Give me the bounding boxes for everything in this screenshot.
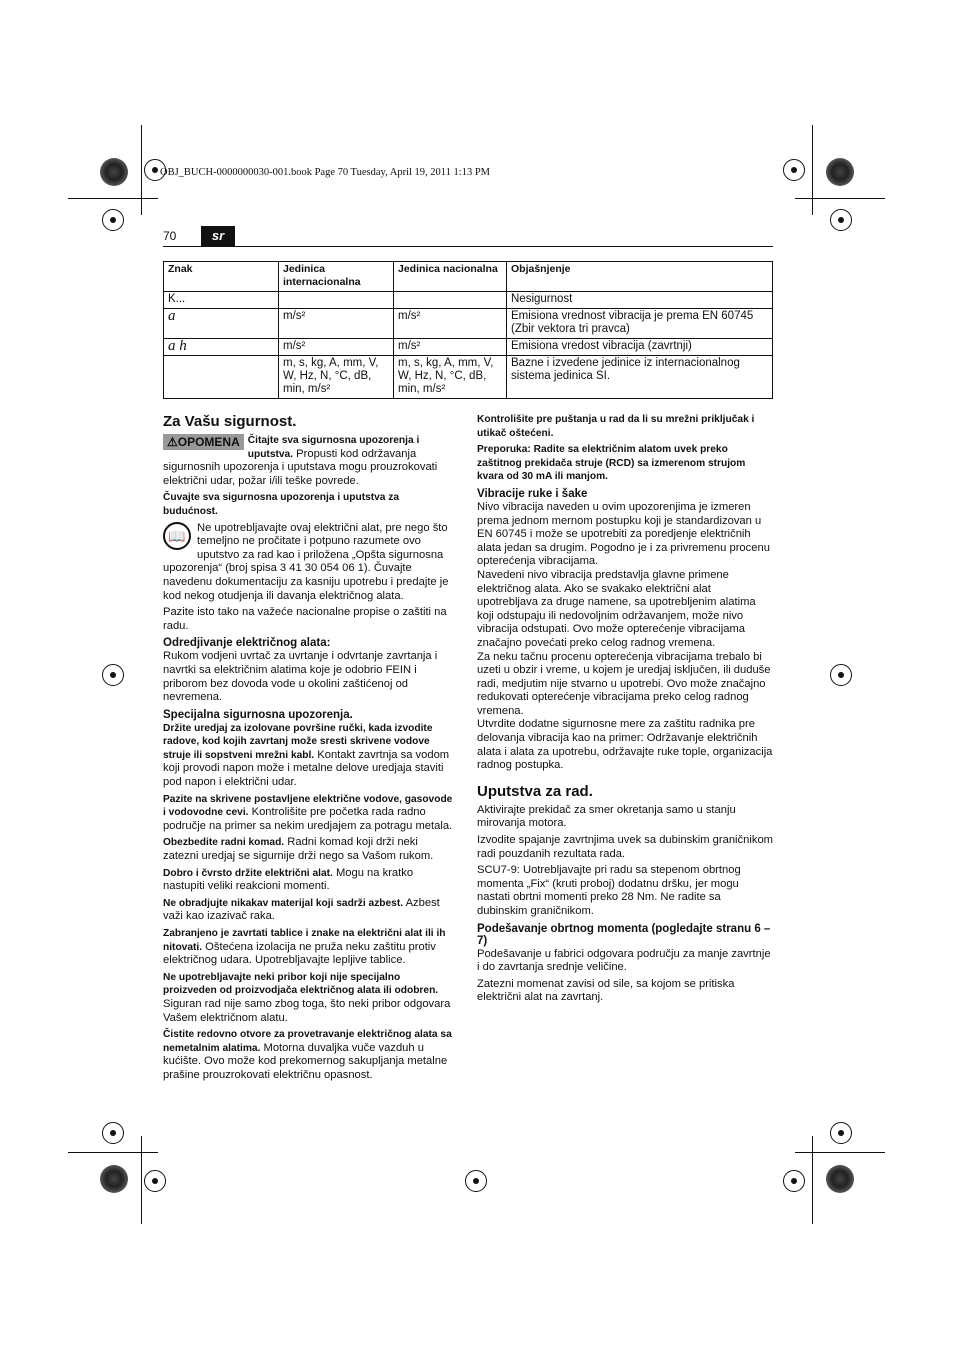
warning-label: ⚠OPOMENA <box>163 434 244 450</box>
safety-item-bold: Obezbedite radni komad. <box>163 837 285 849</box>
color-bar-icon <box>826 158 854 186</box>
color-bar-icon <box>826 1165 854 1193</box>
table-cell <box>279 292 394 309</box>
paragraph: Za neku tačnu procenu opterećenja vibracijama trebalo bi uzeti u obzir i vreme, u kojem je uredjaj isključen, ili duduše radi, medjutim nije stvarno u upotrebi. Ovo može značajno redukovati opterećenje vibracijama preko celog radnog vremena. <box>477 650 771 717</box>
table-cell: Emisiona vredost vibracija (zavrtnji) <box>507 339 773 356</box>
safety-item-bold: Zabranjeno je zavrtati tablice i znake na električni alat ili ih nitovati. <box>163 928 446 953</box>
registration-mark-icon <box>102 209 124 231</box>
table-header: Znak <box>164 262 279 292</box>
paragraph: Aktivirajte prekidač za smer okretanja samo u stanju mirovanja motora. <box>477 803 736 830</box>
table-cell: m/s² <box>279 339 394 356</box>
section-title: Za Vašu sigurnost. <box>163 413 297 430</box>
header-rule <box>163 246 773 247</box>
page-number: 70 <box>163 229 177 243</box>
table-cell: m/s² <box>279 309 394 339</box>
safety-item-text: Oštećena izolacija ne pruža neku zaštitu protiv električnog udara. Upotrebljavajte lepljive tablice. <box>163 940 436 967</box>
registration-mark-icon <box>102 1122 124 1144</box>
safety-item-text: Azbest važi kao izazivač raka. <box>163 896 440 923</box>
safety-item-bold: Čistite redovno otvore za provetravanje električnog alata sa nemetalnim alatima. <box>163 1029 452 1054</box>
safety-item <box>163 836 456 863</box>
table-cell: m, s, kg, A, mm, V, W, Hz, N, °C, dB, min, m/s² <box>279 356 394 399</box>
file-header: OBJ_BUCH-0000000030-001.book Page 70 Tuesday, April 19, 2011 1:13 PM <box>160 167 490 178</box>
safety-item-bold: Ne upotrebljavajte neki pribor koji nije specijalno proizveden od proizvodjača električnog alata ili odobren. <box>163 971 439 997</box>
table-cell: a h <box>164 339 279 356</box>
safety-item-text: Mogu na kratko nastupiti veliki reakcioni momenti. <box>163 866 414 893</box>
subheading: Podešavanje obrtnog momenta (pogledajte stranu 6 – 7) <box>477 922 771 947</box>
safety-item <box>163 927 456 968</box>
section-title: Uputstva za rad. <box>477 782 593 800</box>
color-bar-icon <box>100 1165 128 1193</box>
keep-instructions: Čuvajte sva sigurnosna upozorenja i uputstva za budućnost. <box>163 492 400 517</box>
right-column <box>477 413 773 1008</box>
paragraph: Navedeni nivo vibracija predstavlja glavne primene električnog alata. Ako se svakako električni alat upotrebljava za druge namene, sa upotrebljenim alatima koji odstupaju ili nedovoljnim održavanjem, može nivo vibracija odstupati. Ovo može opterećenje vibracijama značajno povećati preko celog radnog vremena. <box>477 568 756 649</box>
table-row <box>164 309 773 339</box>
subheading: Vibracije ruke i šake <box>477 487 588 500</box>
table-cell: a <box>164 309 279 339</box>
table-header: Objašnjenje <box>507 262 773 292</box>
left-column <box>163 413 456 1086</box>
registration-mark-icon <box>830 664 852 686</box>
table-cell: Nesigurnost <box>507 292 773 309</box>
table-cell: m/s² <box>394 309 507 339</box>
subheading: Specijalna sigurnosna upozorenja. <box>163 708 353 721</box>
subheading: Odredjivanje električnog alata: <box>163 637 331 650</box>
national-rules: Pazite isto tako na važeće nacionalne propise o zaštiti na radu. <box>163 606 447 632</box>
safety-item-text: Motorna duvaljka vuče vazduh u kućište. Ovo može kod prekomernog sakupljanja metalne prašine prouzrokovati električnu opasnost. <box>163 1041 448 1081</box>
safety-item-bold: Držite uredjaj za izolovane površine ručki, kada izvodite radove, kod kojih zavrtanj može sresti skrivene vodove struje ili sopstveni mrežni kabl. <box>163 722 433 761</box>
table-header-row <box>164 262 773 292</box>
check-bold: Kontrolišite pre puštanja u rad da li su mrežni priključak i utikač oštećeni. <box>477 414 755 439</box>
warning-bold: Čitajte sva sigurnosna upozorenja i uputstva. <box>247 435 420 460</box>
paragraph: Izvodite spajanje zavrtnjima uvek sa dubinskim graničnikom radi pouzdanih rezultata rada. <box>477 834 773 860</box>
table-row <box>164 339 773 356</box>
table-cell: m, s, kg, A, mm, V, W, Hz, N, °C, dB, min, m/s² <box>394 356 507 399</box>
safety-item <box>163 722 456 790</box>
safety-item-text: Kontrolišite pre početka rada radno područje na primer sa nekim uredjajem za potragu metala. <box>163 806 453 832</box>
paragraph: Podešavanje u fabrici odgovara području za manje zavrtnje i do zavrtanja srednje veličine. <box>477 947 771 974</box>
safety-item <box>163 1028 456 1082</box>
safety-item <box>163 971 456 1025</box>
registration-mark-icon <box>830 209 852 231</box>
safety-item-bold: Dobro i čvrsto držite električni alat. <box>163 867 333 879</box>
safety-item-bold: Pazite na skrivene postavljene električne vodove, gasovode i vodovodne cevi. <box>163 793 453 819</box>
registration-mark-icon <box>783 159 805 181</box>
safety-item <box>163 867 456 894</box>
table-cell: K... <box>164 292 279 309</box>
table-cell <box>394 292 507 309</box>
paragraph: SCU7-9: Uotrebljavajte pri radu sa stepenom obrtnog momenta „Fix“ (kruti proboj) dodatnu dršku, jer mogu nastati obrtni momenti preko 28 Nm. Ne radite sa dubinskim graničnikom. <box>477 864 741 917</box>
read-manual-text: Ne upotrebljavajte ovaj električni alat, pre nego što temeljno ne pročitate i potpuno razumete ovo uputstvo za rad kao i priložena „Opšta sigurnosna upozorenja“ (broj spisa 3 41 30 054 06 1). Čuvajte navedenu dokumentaciju za kasniju upotrebu i predajte je kod nekog otudjenja ili davanja električnog alata. <box>163 521 449 602</box>
table-header: Jedinica nacionalna <box>394 262 507 292</box>
purpose-text: Rukom vodjeni uvrtač za uvrtanje i odvrtanje zavrtanja i navrtki sa električnim alatima koje je odobrio FEIN i priborom bez dovoda vode u okolini zaštićenoj od nevremena. <box>163 650 438 704</box>
read-manual-icon: 📖 <box>163 522 191 550</box>
warning-text: Propusti kod održavanja sigurnosnih upozorenja i uputstava mogu prouzrokovati električni udar, požar i/ili teške povrede. <box>163 447 438 487</box>
rcd-bold: Preporuka: Radite sa električnim alatom uvek preko zaštitnog prekidača struje (RCD) sa izmerenom strujom kvara od 30 mA ili manjom. <box>477 444 746 483</box>
table-cell: Bazne i izvedene jedinice iz internacionalnog sistema jedinica SI. <box>507 356 773 399</box>
safety-item-text: Kontakt zavrtnja sa vodom koji provodi napon može i metalne delove uredjaja staviti pod napon i električni udar. <box>163 748 450 789</box>
read-manual-paragraph <box>163 522 456 604</box>
registration-mark-icon <box>102 664 124 686</box>
table-cell <box>164 356 279 399</box>
paragraph: Utvrdite dodatne sigurnosne mere za zaštitu radnika pre delovanja vibracija kao na primer: Održavanje električnih alata i alata za upotrebu, održavajte ruke tople, organizacija radnog postupka. <box>477 718 773 772</box>
safety-item-text: Siguran rad nije samo zbog toga, što neki pribor odgovara Vašem električnom alatu. <box>163 997 451 1024</box>
registration-mark-icon <box>783 1170 805 1192</box>
safety-item <box>163 897 456 924</box>
table-header: Jedinica internacionalna <box>279 262 394 292</box>
table-cell: m/s² <box>394 339 507 356</box>
safety-item-text: Radni komad koji drži neki zatezni uredjaj se sigurnije drži nego sa Vašom rukom. <box>163 836 434 863</box>
table-row <box>164 356 773 399</box>
language-tag: sr <box>201 226 235 246</box>
registration-mark-icon <box>830 1122 852 1144</box>
safety-item-bold: Ne obradjujte nikakav materijal koji sadrži azbest. <box>163 897 404 909</box>
safety-item <box>163 793 456 834</box>
color-bar-icon <box>100 158 128 186</box>
warning-paragraph <box>163 434 456 488</box>
safety-list <box>163 722 456 1083</box>
registration-mark-icon <box>144 1170 166 1192</box>
paragraph: Nivo vibracija naveden u ovim upozorenjima je izmeren prema jednom mernom postupku koji je standardizovan u EN 60745 i može se upotrebiti za poredjenje električnih alata jedan sa drugim. Pogodno je i za privremenu procenu opterećenja vibracijama. <box>477 500 770 568</box>
paragraph: Zatezni momenat zavisi od sile, sa kojom se pritiska električni alat na zavrtanj. <box>477 977 735 1004</box>
registration-mark-icon <box>465 1170 487 1192</box>
units-table <box>163 261 773 399</box>
table-cell: Emisiona vrednost vibracija je prema EN 60745 (Zbir vektora tri pravca) <box>507 309 773 339</box>
table-row <box>164 292 773 309</box>
